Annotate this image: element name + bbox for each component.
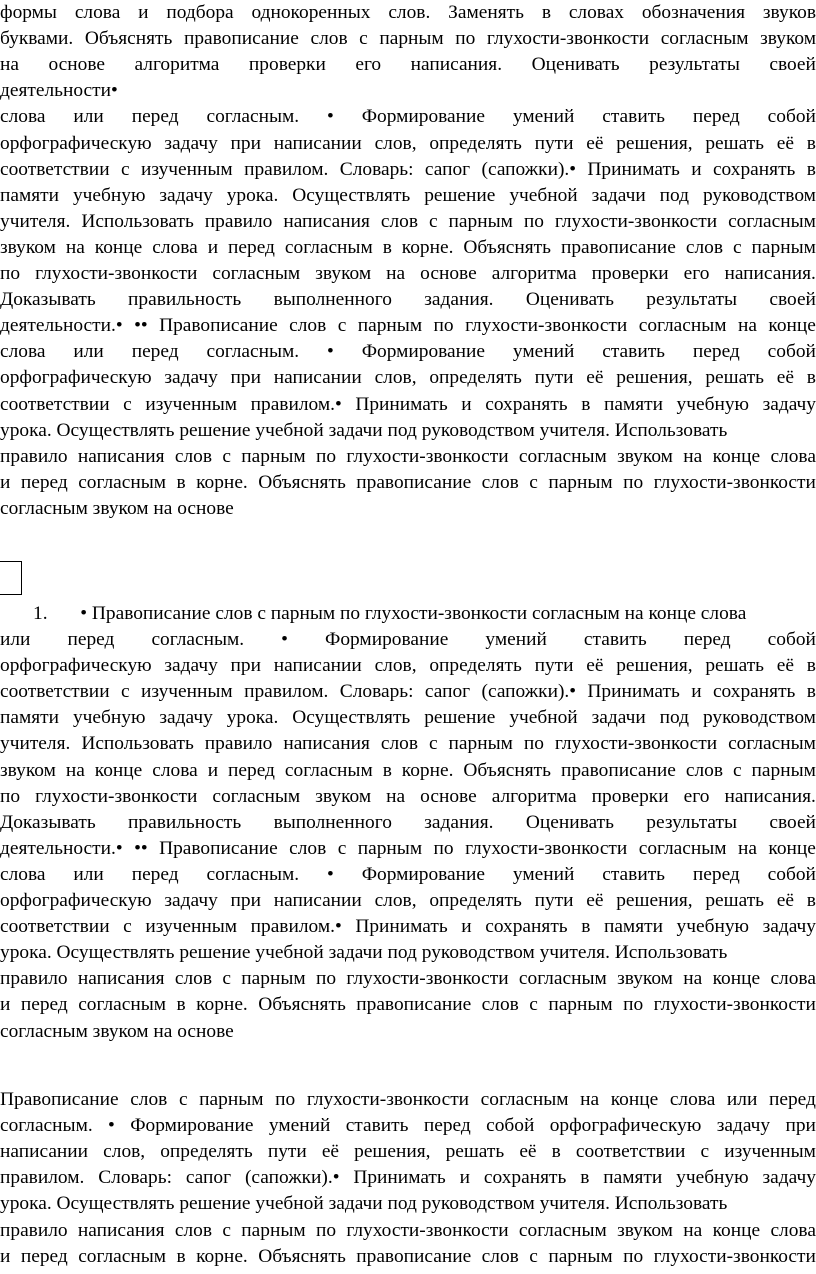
text-line: орфографическую задачу при написании слов, определять пути её решения, решать её в	[0, 367, 816, 389]
text-line: написании слов, определять пути её решения, решать её в соответствии с изученным	[0, 1141, 816, 1163]
text-line: по глухости-звонкости согласным звуком на основе алгоритма проверки его написания.	[0, 263, 816, 284]
text-line: памяти учебную задачу урока. Осуществлять решение учебной задачи под руководством	[0, 184, 816, 206]
text-line: деятельности.• •• Правописание слов с парным по глухости-звонкости согласным на конце	[0, 837, 816, 859]
text-line: Доказывать правильность выполненного задания. Оценивать результаты своей	[0, 289, 816, 311]
text-line: соответствии с изученным правилом. Словарь: сапог (сапожки).• Принимать и сохранять в	[0, 158, 816, 180]
text-line: слова или перед согласным. • Формирование умений ставить перед собой	[0, 106, 816, 128]
text-line: или перед согласным. • Формирование умений ставить перед собой	[0, 629, 816, 650]
text-line: правило написания слов с парным по глухости-звонкости согласным звуком на конце слова	[0, 1219, 816, 1241]
text-line: звуком на конце слова и перед согласным в корне. Объяснять правописание слов с парным	[0, 759, 816, 781]
list-number: 1.	[33, 603, 48, 624]
checkbox-square	[0, 561, 22, 595]
text-line: памяти учебную задачу урока. Осуществлять решение учебной задачи под руководством	[0, 707, 816, 729]
text-line: на основе алгоритма проверки его написания. Оценивать результаты своей	[0, 54, 816, 76]
text-line: правило написания слов с парным по глухости-звонкости согласным звуком на конце слова	[0, 968, 816, 990]
text-line: соответствии с изученным правилом.• Принимать и сохранять в памяти учебную задачу	[0, 393, 816, 415]
text-line: деятельности•	[0, 80, 118, 102]
list-item-first-line	[33, 601, 816, 627]
text-line: орфографическую задачу при написании слов, определять пути её решения, решать её в	[0, 132, 816, 154]
text-line: звуком на конце слова и перед согласным в корне. Объяснять правописание слов с парным	[0, 236, 816, 258]
text-line: по глухости-звонкости согласным звуком на основе алгоритма проверки его написания.	[0, 785, 816, 807]
text-line: деятельности.• •• Правописание слов с парным по глухости-звонкости согласным на конце	[0, 315, 816, 337]
text-line: слова или перед согласным. • Формирование умений ставить перед собой	[0, 863, 816, 885]
list-item-text: • Правописание слов с парным по глухости-звонкости согласным на конце слова	[80, 603, 747, 624]
text-line: урока. Осуществлять решение учебной задачи под руководством учителя. Использовать	[0, 942, 728, 964]
text-line: формы слова и подбора однокоренных слов. Заменять в словах обозначения звуков	[0, 2, 816, 23]
text-line: орфографическую задачу при написании слов, определять пути её решения, решать её в	[0, 890, 816, 911]
text-line: соответствии с изученным правилом. Словарь: сапог (сапожки).• Принимать и сохранять в	[0, 681, 816, 703]
text-line: орфографическую задачу при написании слов, определять пути её решения, решать её в	[0, 655, 816, 677]
text-line: правило написания слов с парным по глухости-звонкости согласным звуком на конце слова	[0, 445, 816, 467]
text-line: и перед согласным в корне. Объяснять правописание слов с парным по глухости-звонкости	[0, 994, 816, 1016]
text-line: учителя. Использовать правило написания слов с парным по глухости-звонкости согласным	[0, 210, 816, 232]
text-line: согласным звуком на основе	[0, 1020, 234, 1042]
text-line: согласным. • Формирование умений ставить перед собой орфографическую задачу при	[0, 1115, 816, 1137]
text-line: слова или перед согласным. • Формирование умений ставить перед собой	[0, 341, 816, 363]
text-line: и перед согласным в корне. Объяснять правописание слов с парным по глухости-звонкости	[0, 1245, 816, 1267]
text-line: согласным звуком на основе	[0, 497, 234, 519]
text-line: Правописание слов с парным по глухости-звонкости согласным на конце слова или перед	[0, 1089, 816, 1110]
text-line: учителя. Использовать правило написания слов с парным по глухости-звонкости согласным	[0, 733, 816, 755]
text-line: урока. Осуществлять решение учебной задачи под руководством учителя. Использовать	[0, 419, 728, 441]
text-line: Доказывать правильность выполненного задания. Оценивать результаты своей	[0, 811, 816, 833]
text-line: урока. Осуществлять решение учебной задачи под руководством учителя. Использовать	[0, 1193, 728, 1215]
text-line: и перед согласным в корне. Объяснять правописание слов с парным по глухости-звонкости	[0, 471, 816, 493]
text-line: буквами. Объяснять правописание слов с парным по глухости-звонкости согласным звуком	[0, 28, 816, 50]
text-line: соответствии с изученным правилом.• Принимать и сохранять в памяти учебную задачу	[0, 916, 816, 938]
text-line: правилом. Словарь: сапог (сапожки).• Принимать и сохранять в памяти учебную задачу	[0, 1167, 816, 1189]
